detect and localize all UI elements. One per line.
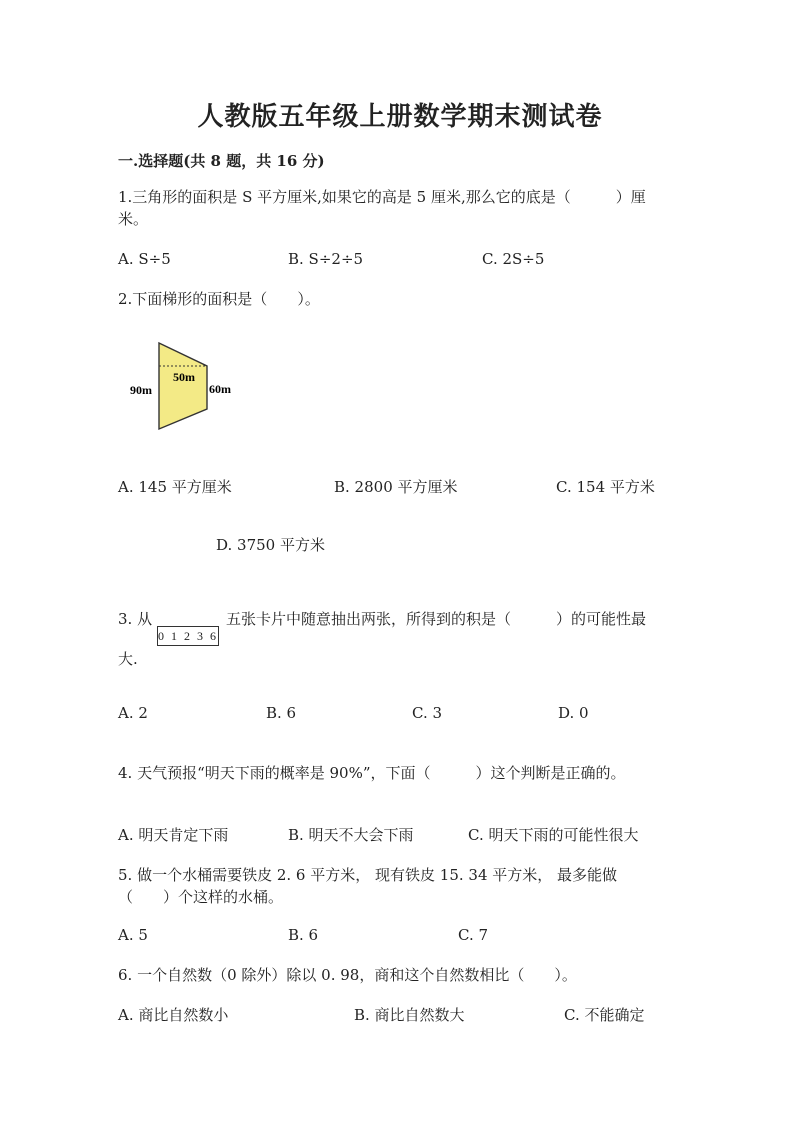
question-1-option-c: C. 2S÷5 bbox=[482, 250, 545, 268]
section-heading: 一.选择题(共 8 题，共 16 分) bbox=[118, 152, 325, 170]
question-4-text: 4. 天气预报“明天下雨的概率是 90%”，下面（ ）这个判断是正确的。 bbox=[118, 764, 626, 782]
question-5-option-c: C. 7 bbox=[458, 926, 489, 944]
question-4-option-c: C. 明天下雨的可能性很大 bbox=[468, 826, 639, 844]
question-1-text: 1.三角形的面积是 S 平方厘米,如果它的高是 5 厘米,那么它的底是（ ）厘 bbox=[118, 188, 646, 206]
question-3-text-cont: 大. bbox=[118, 650, 138, 668]
question-4-option-b: B. 明天不大会下雨 bbox=[288, 826, 414, 844]
question-3-option-a: A. 2 bbox=[118, 704, 148, 722]
question-3-prefix: 3. 从 bbox=[118, 610, 153, 628]
page-title: 人教版五年级上册数学期末测试卷 bbox=[197, 102, 603, 132]
trapezoid-height-label: 50m bbox=[173, 370, 195, 384]
question-2-option-a: A. 145 平方厘米 bbox=[118, 478, 232, 496]
question-1-option-b: B. S÷2÷5 bbox=[288, 250, 364, 268]
question-6-option-a: A. 商比自然数小 bbox=[118, 1006, 229, 1024]
question-3-option-d: D. 0 bbox=[558, 704, 589, 722]
question-5-text: 5. 做一个水桶需要铁皮 2. 6 平方米， 现有铁皮 15. 34 平方米， 最多能做 bbox=[118, 866, 618, 884]
question-4-option-a: A. 明天肯定下雨 bbox=[118, 826, 229, 844]
trapezoid-left-label: 90m bbox=[130, 383, 152, 397]
number-cards: 0 1 2 3 6 bbox=[157, 626, 219, 646]
question-2-text: 2.下面梯形的面积是（ ）。 bbox=[118, 290, 320, 308]
question-5-option-b: B. 6 bbox=[288, 926, 319, 944]
question-6-option-b: B. 商比自然数大 bbox=[354, 1006, 465, 1024]
question-6-option-c: C. 不能确定 bbox=[564, 1006, 645, 1024]
question-1-text-cont: 米。 bbox=[118, 210, 149, 228]
trapezoid-diagram bbox=[118, 336, 248, 436]
question-2-option-c: C. 154 平方米 bbox=[556, 478, 655, 496]
trapezoid-shape bbox=[159, 343, 207, 429]
question-5-text-cont: （ ）个这样的水桶。 bbox=[118, 888, 284, 906]
question-3-option-c: C. 3 bbox=[412, 704, 443, 722]
question-3-text: 五张卡片中随意抽出两张，所得到的积是（ ）的可能性最 bbox=[226, 610, 647, 628]
question-2-option-b: B. 2800 平方厘米 bbox=[334, 478, 458, 496]
question-6-text: 6. 一个自然数（0 除外）除以 0. 98，商和这个自然数相比（ ）。 bbox=[118, 966, 577, 984]
trapezoid-right-label: 60m bbox=[209, 382, 231, 396]
question-1-option-a: A. S÷5 bbox=[118, 250, 171, 268]
question-3-option-b: B. 6 bbox=[266, 704, 297, 722]
question-5-option-a: A. 5 bbox=[118, 926, 148, 944]
question-2-option-d: D. 3750 平方米 bbox=[216, 536, 325, 554]
trapezoid-figure bbox=[118, 336, 248, 436]
